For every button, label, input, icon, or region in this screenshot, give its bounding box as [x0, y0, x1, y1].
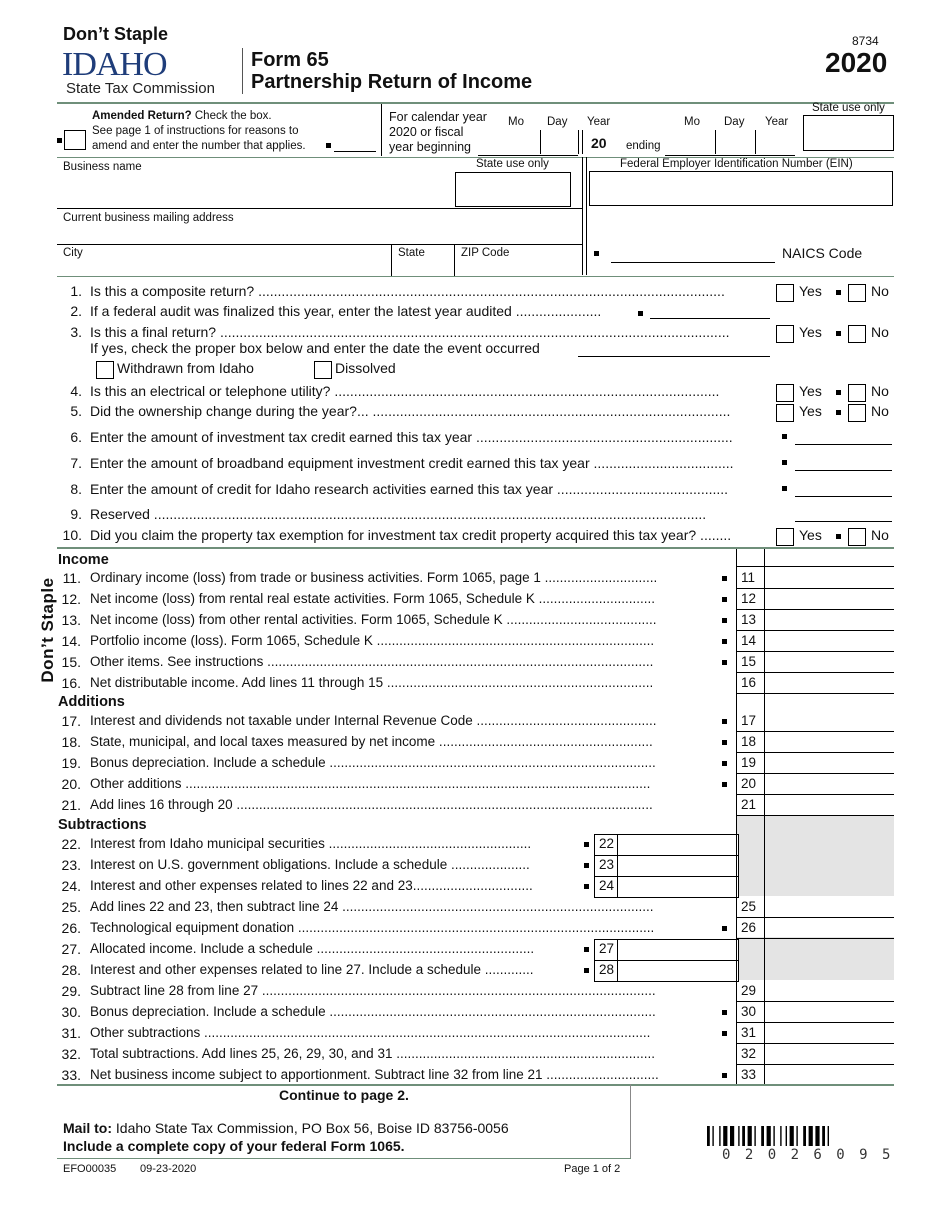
- line-21-text: Add lines 16 through 20 ...............................................................................................................: [90, 797, 653, 812]
- q7-amount-field[interactable]: [795, 470, 892, 471]
- line-19-number: 19.: [61, 755, 81, 771]
- line-16-amount-field[interactable]: [737, 693, 894, 694]
- q3-text: Is this a final return? ...................................................................................................................................: [90, 324, 730, 340]
- business-name-label: Business name: [63, 161, 142, 173]
- barcode-bar: [786, 1126, 787, 1146]
- line-31-box-label: 31: [741, 1025, 757, 1040]
- q1-text: Is this a composite return? ........................................................................................................................: [90, 283, 725, 299]
- end-day-label: Day: [724, 116, 745, 128]
- line-26-box-label: 26: [741, 920, 757, 935]
- section-additions: Additions: [58, 694, 125, 710]
- line-13-text: Net income (loss) from other rental activities. Form 1065, Schedule K ........................................: [90, 612, 657, 627]
- grey-area-2: [737, 937, 894, 980]
- q7-text: Enter the amount of broadband equipment investment credit earned this tax year ....................................: [90, 455, 734, 471]
- q6-amount-field[interactable]: [795, 444, 892, 445]
- state-use-only-box-2: [455, 172, 571, 207]
- q1-number: 1.: [70, 283, 82, 299]
- line-24-amount-field[interactable]: [594, 876, 739, 898]
- line-20-box-label: 20: [741, 776, 757, 791]
- form-date: 09-23-2020: [140, 1163, 197, 1175]
- barcode-bar: [822, 1126, 825, 1146]
- barcode-bar: [803, 1126, 806, 1146]
- line-27-text: Allocated income. Include a schedule ..........................................................: [90, 941, 535, 956]
- line-31-number: 31.: [61, 1025, 81, 1041]
- q1-yes-checkbox[interactable]: [776, 284, 794, 302]
- line-33-text: Net business income subject to apportionment. Subtract line 32 from line 21 ..............................: [90, 1067, 659, 1082]
- q8-number: 8.: [70, 481, 82, 497]
- line-25-number: 25.: [61, 899, 81, 915]
- line-17-text: Interest and dividends not taxable under Internal Revenue Code ................................................: [90, 713, 657, 728]
- line-12-text: Net income (loss) from rental real estate activities. Form 1065, Schedule K ...............................: [90, 591, 655, 606]
- q9-reserved-field: [795, 521, 892, 522]
- line-27-box-label: 27: [599, 941, 615, 956]
- q5-number: 5.: [70, 403, 82, 419]
- line-32-number: 32.: [61, 1046, 81, 1062]
- line-22-number: 22.: [61, 836, 81, 852]
- line-16-text: Net distributable income. Add lines 11 through 15 .......................................................................: [90, 675, 654, 690]
- q4-number: 4.: [70, 383, 82, 399]
- state-use-only-box: [803, 115, 894, 151]
- line-21-amount-field[interactable]: [737, 815, 894, 816]
- barcode-bar: [773, 1126, 774, 1146]
- line-15-number: 15.: [61, 654, 81, 670]
- line-33-number: 33.: [61, 1067, 81, 1083]
- line-25-text: Add lines 22 and 23, then subtract line 24 ...................................................................................: [90, 899, 654, 914]
- line-20-number: 20.: [61, 776, 81, 792]
- barcode-bar: [754, 1126, 755, 1146]
- mailing-address-field[interactable]: [57, 244, 582, 245]
- line-32-text: Total subtractions. Add lines 25, 26, 29, 30, and 31 .....................................................................: [90, 1046, 656, 1061]
- line-33-box-label: 33: [741, 1067, 757, 1082]
- line-15-amount-field[interactable]: [737, 672, 894, 673]
- form-title: Partnership Return of Income: [251, 71, 533, 93]
- line-14-text: Portfolio income (loss). Form 1065, Schedule K ..........................................................................: [90, 633, 655, 648]
- line-30-amount-field[interactable]: [737, 1022, 894, 1023]
- begin-year-label: Year: [587, 116, 611, 128]
- line-32-amount-field[interactable]: [737, 1064, 894, 1065]
- q3-no-checkbox[interactable]: [848, 325, 866, 343]
- q4-text: Is this an electrical or telephone utility? ...................................................................................................: [90, 383, 720, 399]
- line-18-amount-field[interactable]: [737, 752, 894, 753]
- line-27-number: 27.: [61, 941, 81, 957]
- idaho-logo: IDAHO: [62, 46, 167, 83]
- q1-no-checkbox[interactable]: [848, 284, 866, 302]
- business-name-field[interactable]: [57, 208, 582, 209]
- calendar-label-3: year beginning: [389, 140, 472, 154]
- barcode-bar: [707, 1126, 710, 1146]
- line-22-box-label: 22: [599, 836, 615, 851]
- line-31-amount-field[interactable]: [737, 1043, 894, 1044]
- q3-yes-checkbox[interactable]: [776, 325, 794, 343]
- line-26-text: Technological equipment donation ...............................................................................................: [90, 920, 655, 935]
- line-14-amount-field[interactable]: [737, 651, 894, 652]
- q10-text: Did you claim the property tax exemption for investment tax credit property acquired this tax year? ........: [90, 527, 732, 543]
- q10-yes-checkbox[interactable]: [776, 528, 794, 546]
- barcode-bar: [790, 1126, 794, 1146]
- include-copy: Include a complete copy of your federal Form 1065.: [63, 1138, 405, 1154]
- mail-to: Mail to: Idaho State Tax Commission, PO Box 56, Boise ID 83756-0056: [63, 1120, 509, 1136]
- section-subtractions: Subtractions: [58, 817, 147, 833]
- line-25-box-label: 25: [741, 899, 757, 914]
- tax-year: 2020: [825, 47, 888, 78]
- q7-number: 7.: [70, 455, 82, 471]
- naics-label: NAICS Code: [782, 245, 863, 261]
- amended-label: Amended Return? Check the box.: [92, 110, 272, 122]
- q10-number: 10.: [62, 527, 82, 543]
- amended-line3: amend and enter the number that applies.: [92, 140, 306, 152]
- barcode-bar: [748, 1126, 752, 1146]
- form-code: 8734: [852, 34, 879, 48]
- line-15-text: Other items. See instructions .......................................................................................................: [90, 654, 654, 669]
- line-18-box-label: 18: [741, 734, 757, 749]
- q5-text: Did the ownership change during the year?... ............................................................................................: [90, 403, 731, 419]
- barcode-bar: [742, 1126, 745, 1146]
- line-28-box-label: 28: [599, 962, 615, 977]
- amended-number-field[interactable]: [334, 151, 376, 152]
- line-16-number: 16.: [61, 675, 81, 691]
- q3-no-label: No: [871, 324, 889, 340]
- q3-number: 3.: [70, 324, 82, 340]
- line-26-amount-field[interactable]: [737, 938, 894, 939]
- q10-no-label: No: [871, 527, 889, 543]
- line-11-text: Ordinary income (loss) from trade or business activities. Form 1065, page 1 ..............................: [90, 570, 658, 585]
- ein-field[interactable]: [589, 171, 893, 206]
- state-use-only-label: State use only: [812, 102, 885, 114]
- q4-yes-checkbox[interactable]: [776, 384, 794, 402]
- line-30-box-label: 30: [741, 1004, 757, 1019]
- line-21-box-label: 21: [741, 797, 757, 812]
- line-13-amount-field[interactable]: [737, 630, 894, 631]
- barcode-bar: [761, 1126, 764, 1146]
- line-17-number: 17.: [61, 713, 81, 729]
- agency-name: State Tax Commission: [66, 80, 215, 97]
- q6-text: Enter the amount of investment tax credit earned this tax year ..................................................................: [90, 429, 733, 445]
- barcode-bar: [780, 1126, 781, 1146]
- line-29-amount-field[interactable]: [737, 1001, 894, 1002]
- line-24-number: 24.: [61, 878, 81, 894]
- begin-day-label: Day: [547, 116, 568, 128]
- line-11-number: 11.: [62, 570, 81, 586]
- line-20-amount-field[interactable]: [737, 794, 894, 795]
- q4-no-checkbox[interactable]: [848, 384, 866, 402]
- line-14-box-label: 14: [741, 633, 757, 648]
- q2-year-field[interactable]: [650, 318, 770, 319]
- withdrawn-label: Withdrawn from Idaho: [117, 360, 254, 376]
- line-22-amount-field[interactable]: [594, 834, 739, 856]
- q1-yes-label: Yes: [799, 283, 822, 299]
- ein-label: Federal Employer Identification Number (EIN): [620, 158, 853, 170]
- page-number: Page 1 of 2: [564, 1163, 621, 1175]
- end-mo-label: Mo: [684, 116, 700, 128]
- q8-amount-field[interactable]: [795, 496, 892, 497]
- barcode-bar: [767, 1126, 771, 1146]
- begin-mo-label: Mo: [508, 116, 524, 128]
- q5-no-checkbox[interactable]: [848, 404, 866, 422]
- amended-checkbox[interactable]: [64, 130, 86, 150]
- line-31-text: Other subtractions .......................................................................................................................: [90, 1025, 651, 1040]
- line-13-box-label: 13: [741, 612, 757, 627]
- barcode-digits: 0 2 0 2 6 0 9 5: [722, 1147, 894, 1163]
- barcode-bar: [730, 1126, 734, 1146]
- line-25-amount-field[interactable]: [737, 917, 894, 918]
- q6-number: 6.: [70, 429, 82, 445]
- barcode-icon: [707, 1126, 897, 1148]
- line-17-amount-field[interactable]: [737, 731, 894, 732]
- line-17-box-label: 17: [741, 713, 757, 728]
- line-12-amount-field[interactable]: [737, 609, 894, 610]
- q8-text: Enter the amount of credit for Idaho research activities earned this tax year ............................................: [90, 481, 729, 497]
- barcode-bar: [719, 1126, 720, 1146]
- barcode-bar: [828, 1126, 829, 1146]
- line-19-text: Bonus depreciation. Include a schedule .......................................................................................: [90, 755, 656, 770]
- naics-field[interactable]: [611, 262, 775, 263]
- line-13-number: 13.: [61, 612, 81, 628]
- line-19-box-label: 19: [741, 755, 757, 770]
- line-12-number: 12.: [61, 591, 81, 607]
- city-label: City: [63, 247, 83, 259]
- zip-label: ZIP Code: [461, 247, 510, 259]
- q3-followup-text: If yes, check the proper box below and enter the date the event occurred: [90, 340, 540, 356]
- continue-label: Continue to page 2.: [279, 1087, 409, 1103]
- line-23-box-label: 23: [599, 857, 615, 872]
- ending-label: ending: [626, 140, 661, 152]
- line-29-text: Subtract line 28 from line 27 .........................................................................................................: [90, 983, 656, 998]
- q5-no-label: No: [871, 403, 889, 419]
- state-label: State: [398, 247, 425, 259]
- line-28-amount-field[interactable]: [594, 960, 739, 982]
- form-id: EFO00035: [63, 1163, 117, 1175]
- q3-date-field[interactable]: [578, 356, 770, 357]
- line-20-text: Other additions ............................................................................................................................: [90, 776, 651, 791]
- q4-no-label: No: [871, 383, 889, 399]
- line-22-text: Interest from Idaho municipal securities ......................................................: [90, 836, 532, 851]
- line-23-number: 23.: [61, 857, 81, 873]
- begin-year-prefix: 20: [591, 135, 607, 151]
- q9-number: 9.: [70, 506, 82, 522]
- line-29-box-label: 29: [741, 983, 757, 998]
- q3-yes-label: Yes: [799, 324, 822, 340]
- amended-line2: See page 1 of instructions for reasons to: [92, 125, 299, 137]
- withdrawn-checkbox[interactable]: [96, 361, 114, 379]
- form-number: Form 65: [251, 49, 329, 71]
- end-year-label: Year: [765, 116, 789, 128]
- line-21-number: 21.: [61, 797, 81, 813]
- line-14-number: 14.: [61, 633, 81, 649]
- line-30-text: Bonus depreciation. Include a schedule .......................................................................................: [90, 1004, 656, 1019]
- q10-no-checkbox[interactable]: [848, 528, 866, 546]
- q2-number: 2.: [70, 303, 82, 319]
- line-30-number: 30.: [61, 1004, 81, 1020]
- mailing-address-label: Current business mailing address: [63, 212, 234, 224]
- line-26-number: 26.: [61, 920, 81, 936]
- line-28-text: Interest and other expenses related to line 27. Include a schedule .............: [90, 962, 534, 977]
- q10-yes-label: Yes: [799, 527, 822, 543]
- line-29-number: 29.: [61, 983, 81, 999]
- calendar-label-1: For calendar year: [389, 110, 487, 124]
- line-11-amount-field[interactable]: [737, 588, 894, 589]
- grey-area-1: [737, 815, 894, 896]
- line-18-number: 18.: [61, 734, 81, 750]
- barcode-bar: [738, 1126, 739, 1146]
- barcode-bar: [712, 1126, 713, 1146]
- line-23-amount-field[interactable]: [594, 855, 739, 877]
- q5-yes-label: Yes: [799, 403, 822, 419]
- line-23-text: Interest on U.S. government obligations. Include a schedule .....................: [90, 857, 530, 872]
- q2-text: If a federal audit was finalized this year, enter the latest year audited ......................: [90, 303, 602, 319]
- barcode-bar: [796, 1126, 797, 1146]
- line-18-text: State, municipal, and local taxes measured by net income .........................................................: [90, 734, 653, 749]
- barcode-bar: [723, 1126, 727, 1146]
- line-11-box-label: 11: [741, 570, 756, 585]
- q9-text: Reserved ..............................................................................................................................................: [90, 506, 707, 522]
- dont-staple-header: Don’t Staple: [63, 24, 169, 44]
- line-12-box-label: 12: [741, 591, 757, 606]
- calendar-label-2: 2020 or fiscal: [389, 125, 464, 139]
- line-15-box-label: 15: [741, 654, 757, 669]
- line-27-amount-field[interactable]: [594, 939, 739, 961]
- barcode-bar: [815, 1126, 819, 1146]
- line-16-box-label: 16: [741, 675, 757, 690]
- line-32-box-label: 32: [741, 1046, 757, 1061]
- line-24-text: Interest and other expenses related to lines 22 and 23................................: [90, 878, 533, 893]
- dissolved-checkbox[interactable]: [314, 361, 332, 379]
- line-28-number: 28.: [61, 962, 81, 978]
- dissolved-label: Dissolved: [335, 360, 396, 376]
- q1-no-label: No: [871, 283, 889, 299]
- q4-yes-label: Yes: [799, 383, 822, 399]
- q5-yes-checkbox[interactable]: [776, 404, 794, 422]
- barcode-bar: [809, 1126, 813, 1146]
- line-19-amount-field[interactable]: [737, 773, 894, 774]
- line-24-box-label: 24: [599, 878, 615, 893]
- section-income: Income: [58, 552, 109, 568]
- state-use-only-label-2: State use only: [476, 158, 549, 170]
